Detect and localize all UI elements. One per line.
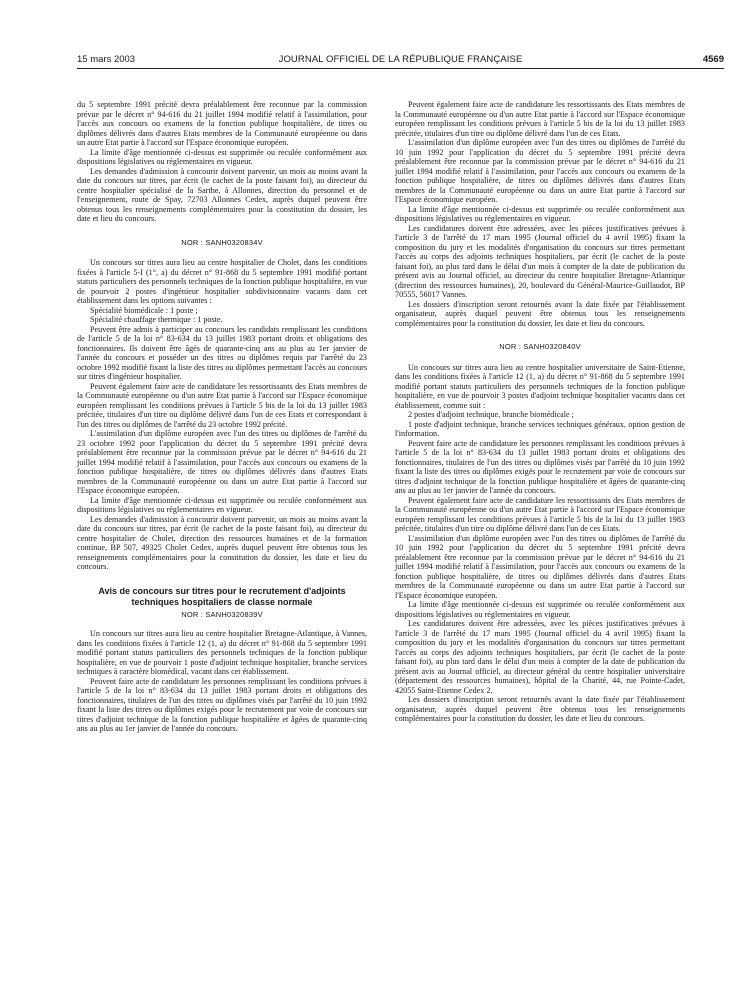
paragraph: Peuvent faire acte de candidature les personnes remplissant les conditions prévues à l'article 5 de la loi n° 83-634 du 13 juillet 1983 portant droits et obligations des fonctionnaires, titulaires de l'un des titres ou diplômes visés par l'arrêté du 10 juin 1992 fixant la liste des titres ou diplômes exigés pour le recrutement par voie de concours sur titres d'adjoint technique de la fonction publique hospitalière et âgées de quarante-cinq ans au plus au 1er janvier de l'année du concours. [77,676,367,733]
journal-title: JOURNAL OFFICIEL DE LA RÉPUBLIQUE FRANÇAISE [278,54,523,65]
paragraph: 2 postes d'adjoint technique, branche biomédicale ; [408,410,574,419]
paragraph: 1 poste d'adjoint technique, branche services techniques généraux, option gestion de l'information. [395,419,685,438]
paragraph: Peuvent également faire acte de candidature les ressortissants des Etats membres de la Communauté européenne ou d'un autre Etat partie à l'accord sur l'Espace économique européen remplissant les conditions prévues à l'article 5 bis de la loi du 13 juillet 1983 précitée, titulaires d'un titre ou diplôme délivré dans l'un de ces Etats. [395,495,685,533]
paragraph: Un concours sur titres aura lieu au centre hospitalier de Cholet, dans les conditions fixées à l'article 5-I (1°, a) du décret n° 91-868 du 5 septembre 1991 modifié portant statuts particuliers des personnels techniques de la fonction publique hospitalière, en vue de pourvoir 2 postes d'ingénieur hospitalier subdivisionnaire vacants dans cet établissement dans les options suivantes : [77,258,367,305]
paragraph: Les candidatures doivent être adressées, avec les pièces justificatives prévues à l'article 3 de l'arrêté du 17 mars 1995 (Journal officiel du 4 avril 1995) fixant la composition du jury et les modalités d'organisation du concours sur titres permettant l'accès au corps des adjoints techniques hospitaliers, par écrit (le cachet de la poste faisant foi), au plus tard dans le délai d'un mois à compter de la date de publication du présent avis au Journal officiel, au directeur du centre hospitalier Bretagne-Atlantique (direction des ressources humaines), 20, boulevard du Général-Maurice-Guillaudot, BP 70555, 56017 Vannes. [395,223,685,299]
paragraph: L'assimilation d'un diplôme européen avec l'un des titres ou diplômes de l'arrêté du 10 juin 1992 pour l'application du décret du 5 septembre 1991 précité devra préalablement être reconnue par la commission prévue par le décret n° 94-616 du 21 juillet 1994 modifié relatif à l'assimilation, pour l'accès aux concours ou examens de la fonction publique hospitalière, de titres ou diplômes délivrés dans d'autres Etats membres de la Communauté européenne ou dans un autre Etat partie à l'accord sur l'Espace économique européen. [395,138,685,204]
paragraph: Les demandes d'admission à concourir doivent parvenir, un mois au moins avant la date du concours sur titres, par écrit (le cachet de la poste faisant foi), au directeur du centre hospitalier spécialisé de la Sarthe, à Allonnes, direction du personnel et de l'enseignement, route de Spay, 72703 Allonnes Cedex, auprès duquel peuvent être obtenus tous les renseignements complémentaires pour la constitution du dossier, les date et lieu du concours. [77,166,367,223]
paragraph: Les dossiers d'inscription seront retournés avant la date fixée par l'établissement organisateur, auprès duquel peuvent être obtenus tous les renseignements complémentaires pour la constitution du dossier, les date et lieu du concours. [395,299,685,328]
paragraph: L'assimilation d'un diplôme européen avec l'un des titres ou diplômes de l'arrêté du 23 octobre 1992 pour l'application du décret du 5 septembre 1991 précité devra préalablement être reconnue par la commission prévue par le décret n° 94-616 du 21 juillet 1994 modifié relatif à l'assimilation, pour l'accès aux concours ou examens de la fonction publique hospitalière, de titres ou diplômes délivrés dans d'autres Etats membres de la Communauté européenne ou dans un autre Etat partie à l'accord sur l'Espace économique européen. [77,429,367,495]
paragraph: Peuvent également faire acte de candidature les ressortissants des Etats membres de la Communauté européenne ou d'un autre Etat partie à l'accord sur l'Espace économique européen remplissant les conditions prévues à l'article 5 bis de la loi du 13 juillet 1983 précitée, titulaires d'un titre ou diplôme délivré dans l'un de ces Etats et correspondant à l'un des titres ou diplômes de l'arrêté du 23 octobre 1992 précité. [77,381,367,429]
paragraph: La limite d'âge mentionnée ci-dessus est supprimée ou reculée conformément aux dispositions législatives ou réglementaires en vigueur. [395,600,685,619]
right-column [395,100,685,724]
paragraph: du 5 septembre 1991 précité devra préalablement être reconnue par la commission prévue par le décret n° 94-616 du 21 juillet 1994 modifié relatif à l'assimilation, pour l'accès aux concours ou examens de la fonction publique hospitalière, de titres ou diplômes délivrés dans d'autres Etats membres de la Communauté européenne ou dans un autre Etat partie à l'accord sur l'Espace économique européen. [77,100,367,147]
header-rule [77,68,724,69]
paragraph: L'assimilation d'un diplôme européen avec l'un des titres ou diplômes de l'arrêté du 10 juin 1992 pour l'application du décret du 5 septembre 1991 précité devra préalablement être reconnue par la commission prévue par le décret n° 94-616 du 21 juillet 1994 modifié relatif à l'assimilation, pour l'accès aux concours ou examens de la fonction publique hospitalière, de titres ou diplômes délivrés dans d'autres Etats membres de la Communauté européenne ou dans un autre Etat partie à l'accord sur l'Espace économique européen. [395,533,685,600]
paragraph: Spécialité biomédicale : 1 poste ; [90,305,198,315]
nor-reference: NOR : SANH0320840V [499,342,581,351]
paragraph: Les dossiers d'inscription seront retournés avant la date fixée par l'établissement organisateur, auprès duquel peuvent être obtenus tous les renseignements complémentaires pour la constitution du dossier, les date et lieu du concours. [395,695,685,723]
paragraph: Un concours sur titres aura lieu au centre hospitalier Bretagne-Atlantique, à Vannes, dans les conditions fixées à l'article 12 (1, a) du décret n° 91-868 du 5 septembre 1991 modifié portant statuts particuliers des personnels techniques de la fonction publique hospitalière, en vue de pourvoir 1 poste d'adjoint technique hospitalier, branche services techniques à caractère biomédical, vacant dans cet établissement. [77,629,367,676]
paragraph: Peuvent faire acte de candidature les personnes remplissant les conditions prévues à l'article 5 de la loi n° 83-634 du 13 juillet 1983 portant droits et obligations des fonctionnaires, titulaires de l'un des titres ou diplômes visés par l'arrêté du 10 juin 1992 fixant la liste des titres ou diplômes exigés pour le recrutement par voie de concours sur titres d'adjoint technique de la fonction publique hospitalière et âgées de quarante-cinq ans au plus au 1er janvier de l'année du concours. [395,438,685,495]
nor-reference: NOR : SANH0320839V [181,609,263,619]
paragraph: La limite d'âge mentionnée ci-dessus est supprimée ou reculée conformément aux dispositions législatives ou réglementaires en vigueur. [77,495,367,514]
paragraph: Les demandes d'admission à concourir doivent parvenir, un mois au moins avant la date du concours sur titres, par écrit (le cachet de la poste faisant foi), au directeur du centre hospitalier de Cholet, direction des ressources humaines et de la formation continue, BP 507, 49325 Cholet Cedex, auprès duquel peuvent être obtenus tous les renseignements complémentaires pour la constitution du dossier, les date et lieu du concours. [77,514,367,571]
paragraph: La limite d'âge mentionnée ci-dessus est supprimée ou reculée conformément aux dispositions législatives ou réglementaires en vigueur. [395,204,685,223]
paragraph: Un concours sur titres aura lieu au centre hospitalier universitaire de Saint-Etienne, dans les conditions fixées à l'article 12 (1, a) du décret n° 91-868 du 5 septembre 1991 modifié portant statuts particuliers des personnels techniques de la fonction publique hospitalière, en vue de pourvoir 3 postes d'adjoint technique hospitalier vacants dans cet établissement, comme suit : [395,362,685,410]
paragraph: Spécialité chauffage thermique : 1 poste. [90,315,223,324]
paragraph: Peuvent également faire acte de candidature les ressortissants des Etats membres de la Communauté européenne ou d'un autre Etat partie à l'accord sur l'Espace économique européen remplissant les conditions prévues à l'article 5 bis de la loi du 13 juillet 1983 précitée, titulaires d'un titre ou diplôme délivré dans l'un de ces Etats. [395,100,685,138]
issue-date: 15 mars 2003 [77,54,136,65]
paragraph: Les candidatures doivent être adressées, avec les pièces justificatives prévues à l'article 3 de l'arrêté du 17 mars 1995 (Journal officiel du 4 avril 1995) fixant la composition du jury et les modalités d'organisation du concours sur titres permettant l'accès au corps des adjoints techniques hospitaliers, par écrit (le cachet de la poste faisant foi), au plus tard dans le délai d'un mois à compter de la date de publication du présent avis au Journal officiel, au directeur général du centre hospitalier universitaire (département des ressources humaines), hôpital de la Charité, 44, rue Pointe-Cadet, 42055 Saint-Etienne Cedex 2. [395,619,685,695]
paragraph: Peuvent être admis à participer au concours les candidats remplissant les conditions de l'article 5 de la loi n° 83-634 du 13 juillet 1983 portant droits et obligations des fonctionnaires. Ils doivent être âgés de quarante-cinq ans au plus au 1er janvier de l'année du concours et posséder un des titres ou diplômes requis par l'arrêté du 23 octobre 1992 modifié fixant la liste des titres ou diplômes permettant l'accès au concours sur titres d'ingénieur hospitalier. [77,324,367,381]
page-number: 4569 [702,54,724,65]
left-column [77,100,367,734]
nor-reference: NOR : SANH0320834V [181,237,263,247]
notice-title: Avis de concours sur titres pour le recrutement d'adjoints techniques hospitaliers de classe normale [98,585,346,607]
paragraph: La limite d'âge mentionnée ci-dessus est supprimée ou reculée conformément aux dispositions législatives ou réglementaires en vigueur. [77,147,367,166]
